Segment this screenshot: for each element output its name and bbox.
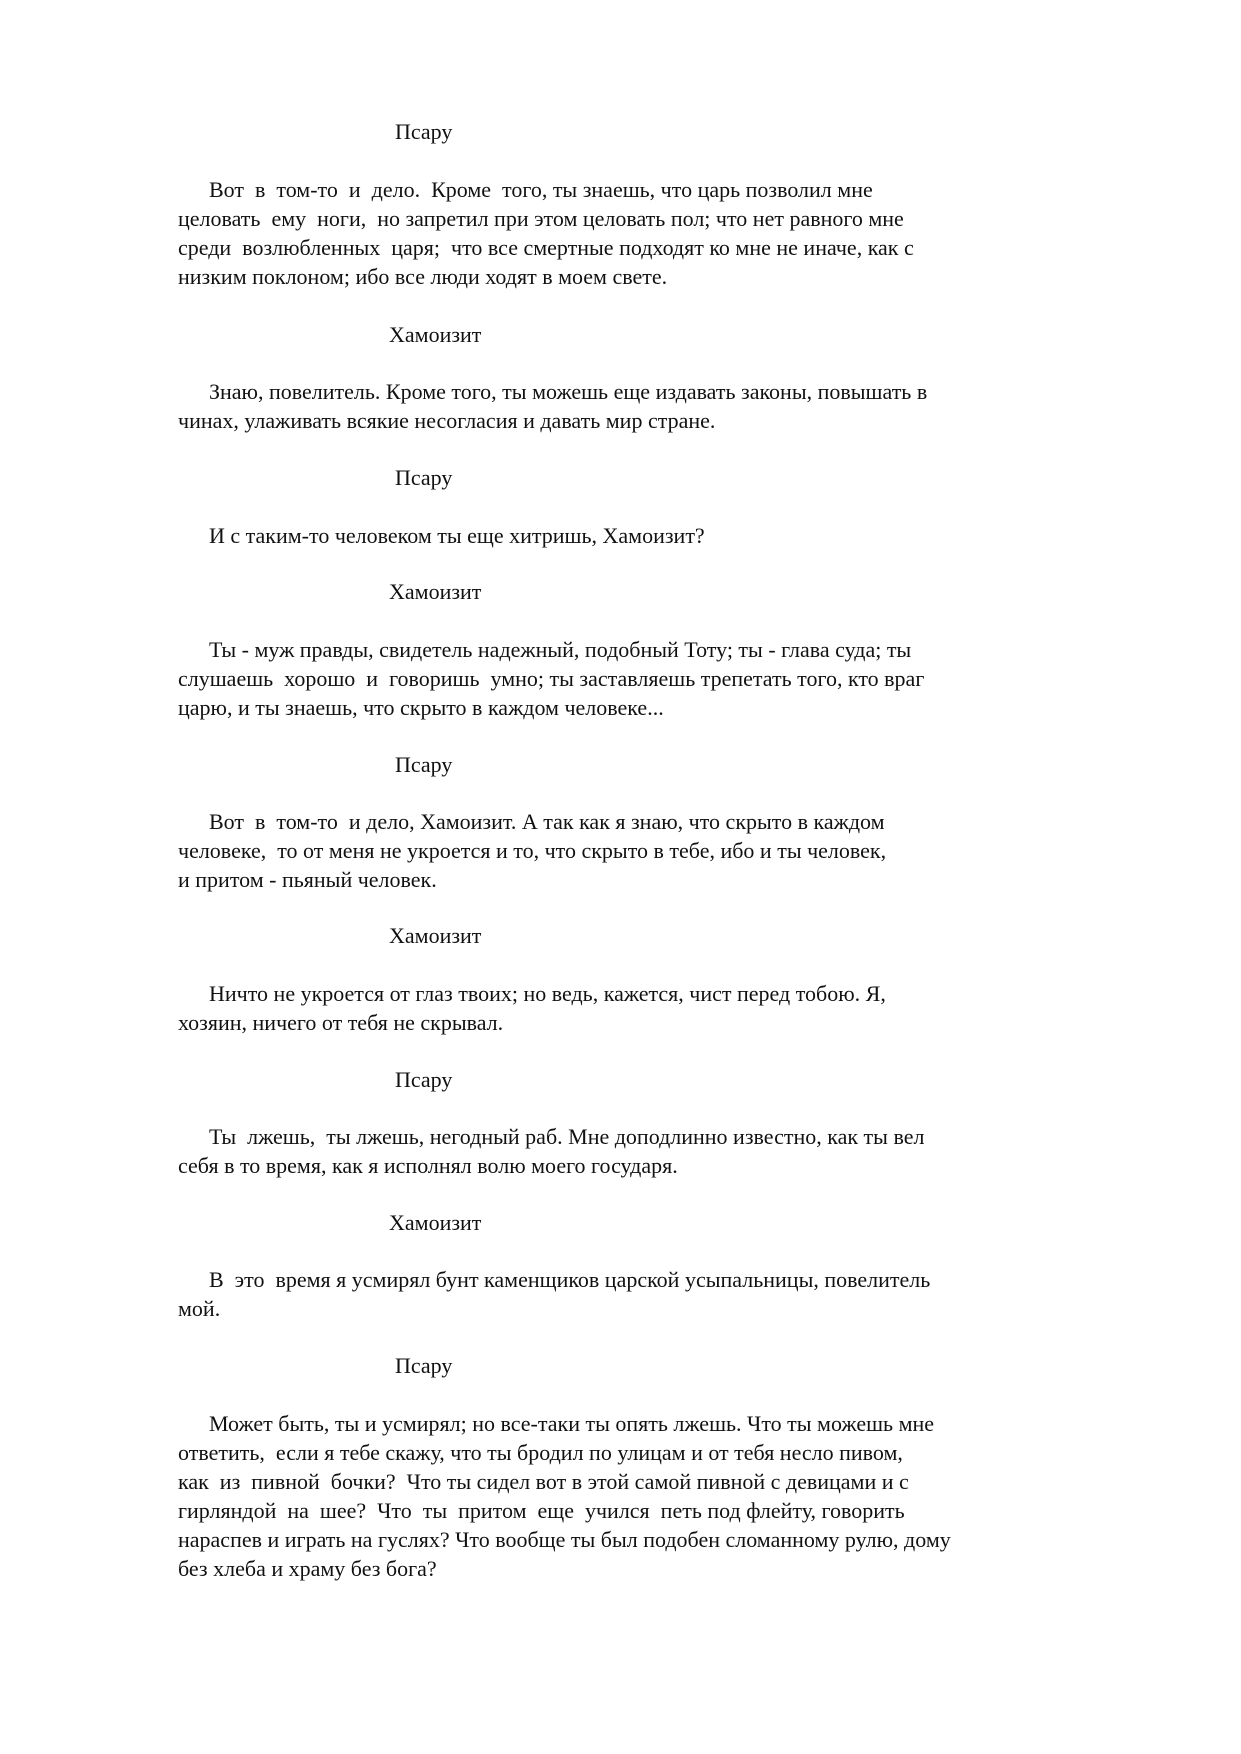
- dialogue-line: царю, и ты знаешь, что скрыто в каждом человеке...: [178, 695, 664, 720]
- speaker-name: Псару: [395, 119, 453, 144]
- speaker-name: Псару: [395, 752, 453, 777]
- dialogue-line: чинах, улаживать всякие несогласия и давать мир стране.: [178, 408, 716, 433]
- dialogue-line: Знаю, повелитель. Кроме того, ты можешь еще издавать законы, повышать в: [209, 379, 928, 404]
- dialogue-line: Вот в том-то и дело. Кроме того, ты знаешь, что царь позволил мне: [209, 177, 873, 202]
- dialogue-line: мой.: [178, 1296, 221, 1321]
- dialogue-line: гирляндой на шее? Что ты притом еще учился петь под флейту, говорить: [178, 1498, 905, 1523]
- speaker-name: Хамоизит: [389, 579, 482, 604]
- dialogue-line: и притом - пьяный человек.: [178, 867, 437, 892]
- dialogue-line: нараспев и играть на гуслях? Что вообще ты был подобен сломанному рулю, дому: [178, 1527, 951, 1552]
- dialogue-line: хозяин, ничего от тебя не скрывал.: [178, 1010, 504, 1035]
- speaker-name: Псару: [395, 1067, 453, 1092]
- dialogue-line: целовать ему ноги, но запретил при этом целовать пол; что нет равного мне: [178, 206, 904, 231]
- speaker-name: Хамоизит: [389, 923, 482, 948]
- speaker-name: Хамоизит: [389, 1210, 482, 1235]
- dialogue-line: слушаешь хорошо и говоришь умно; ты заставляешь трепетать того, кто враг: [178, 666, 925, 691]
- dialogue-line: Ничто не укроется от глаз твоих; но ведь, кажется, чист перед тобою. Я,: [209, 981, 886, 1006]
- dialogue-line: Вот в том-то и дело, Хамоизит. А так как я знаю, что скрыто в каждом: [209, 809, 885, 834]
- dialogue-line: себя в то время, как я исполнял волю моего государя.: [178, 1153, 678, 1178]
- speaker-name: Псару: [395, 465, 453, 490]
- dialogue-line: ответить, если я тебе скажу, что ты бродил по улицам и от тебя несло пивом,: [178, 1440, 903, 1465]
- dialogue-line: без хлеба и храму без бога?: [178, 1556, 437, 1581]
- dialogue-line: человеке, то от меня не укроется и то, что скрыто в тебе, ибо и ты человек,: [178, 838, 887, 863]
- dialogue-line: как из пивной бочки? Что ты сидел вот в этой самой пивной с девицами и с: [178, 1469, 909, 1494]
- dialogue-line: Может быть, ты и усмирял; но все-таки ты опять лжешь. Что ты можешь мне: [209, 1411, 935, 1436]
- speaker-name: Хамоизит: [389, 322, 482, 347]
- speaker-name: Псару: [395, 1353, 453, 1378]
- dialogue-line: Ты - муж правды, свидетель надежный, подобный Тоту; ты - глава суда; ты: [209, 637, 912, 662]
- dialogue-line: В это время я усмирял бунт каменщиков царской усыпальницы, повелитель: [209, 1267, 931, 1292]
- dialogue-line: И с таким-то человеком ты еще хитришь, Хамоизит?: [209, 523, 705, 548]
- dialogue-line: Ты лжешь, ты лжешь, негодный раб. Мне доподлинно известно, как ты вел: [209, 1124, 925, 1149]
- dialogue-line: среди возлюбленных царя; что все смертные подходят ко мне не иначе, как с: [178, 235, 914, 260]
- dialogue-line: низким поклоном; ибо все люди ходят в моем свете.: [178, 264, 668, 289]
